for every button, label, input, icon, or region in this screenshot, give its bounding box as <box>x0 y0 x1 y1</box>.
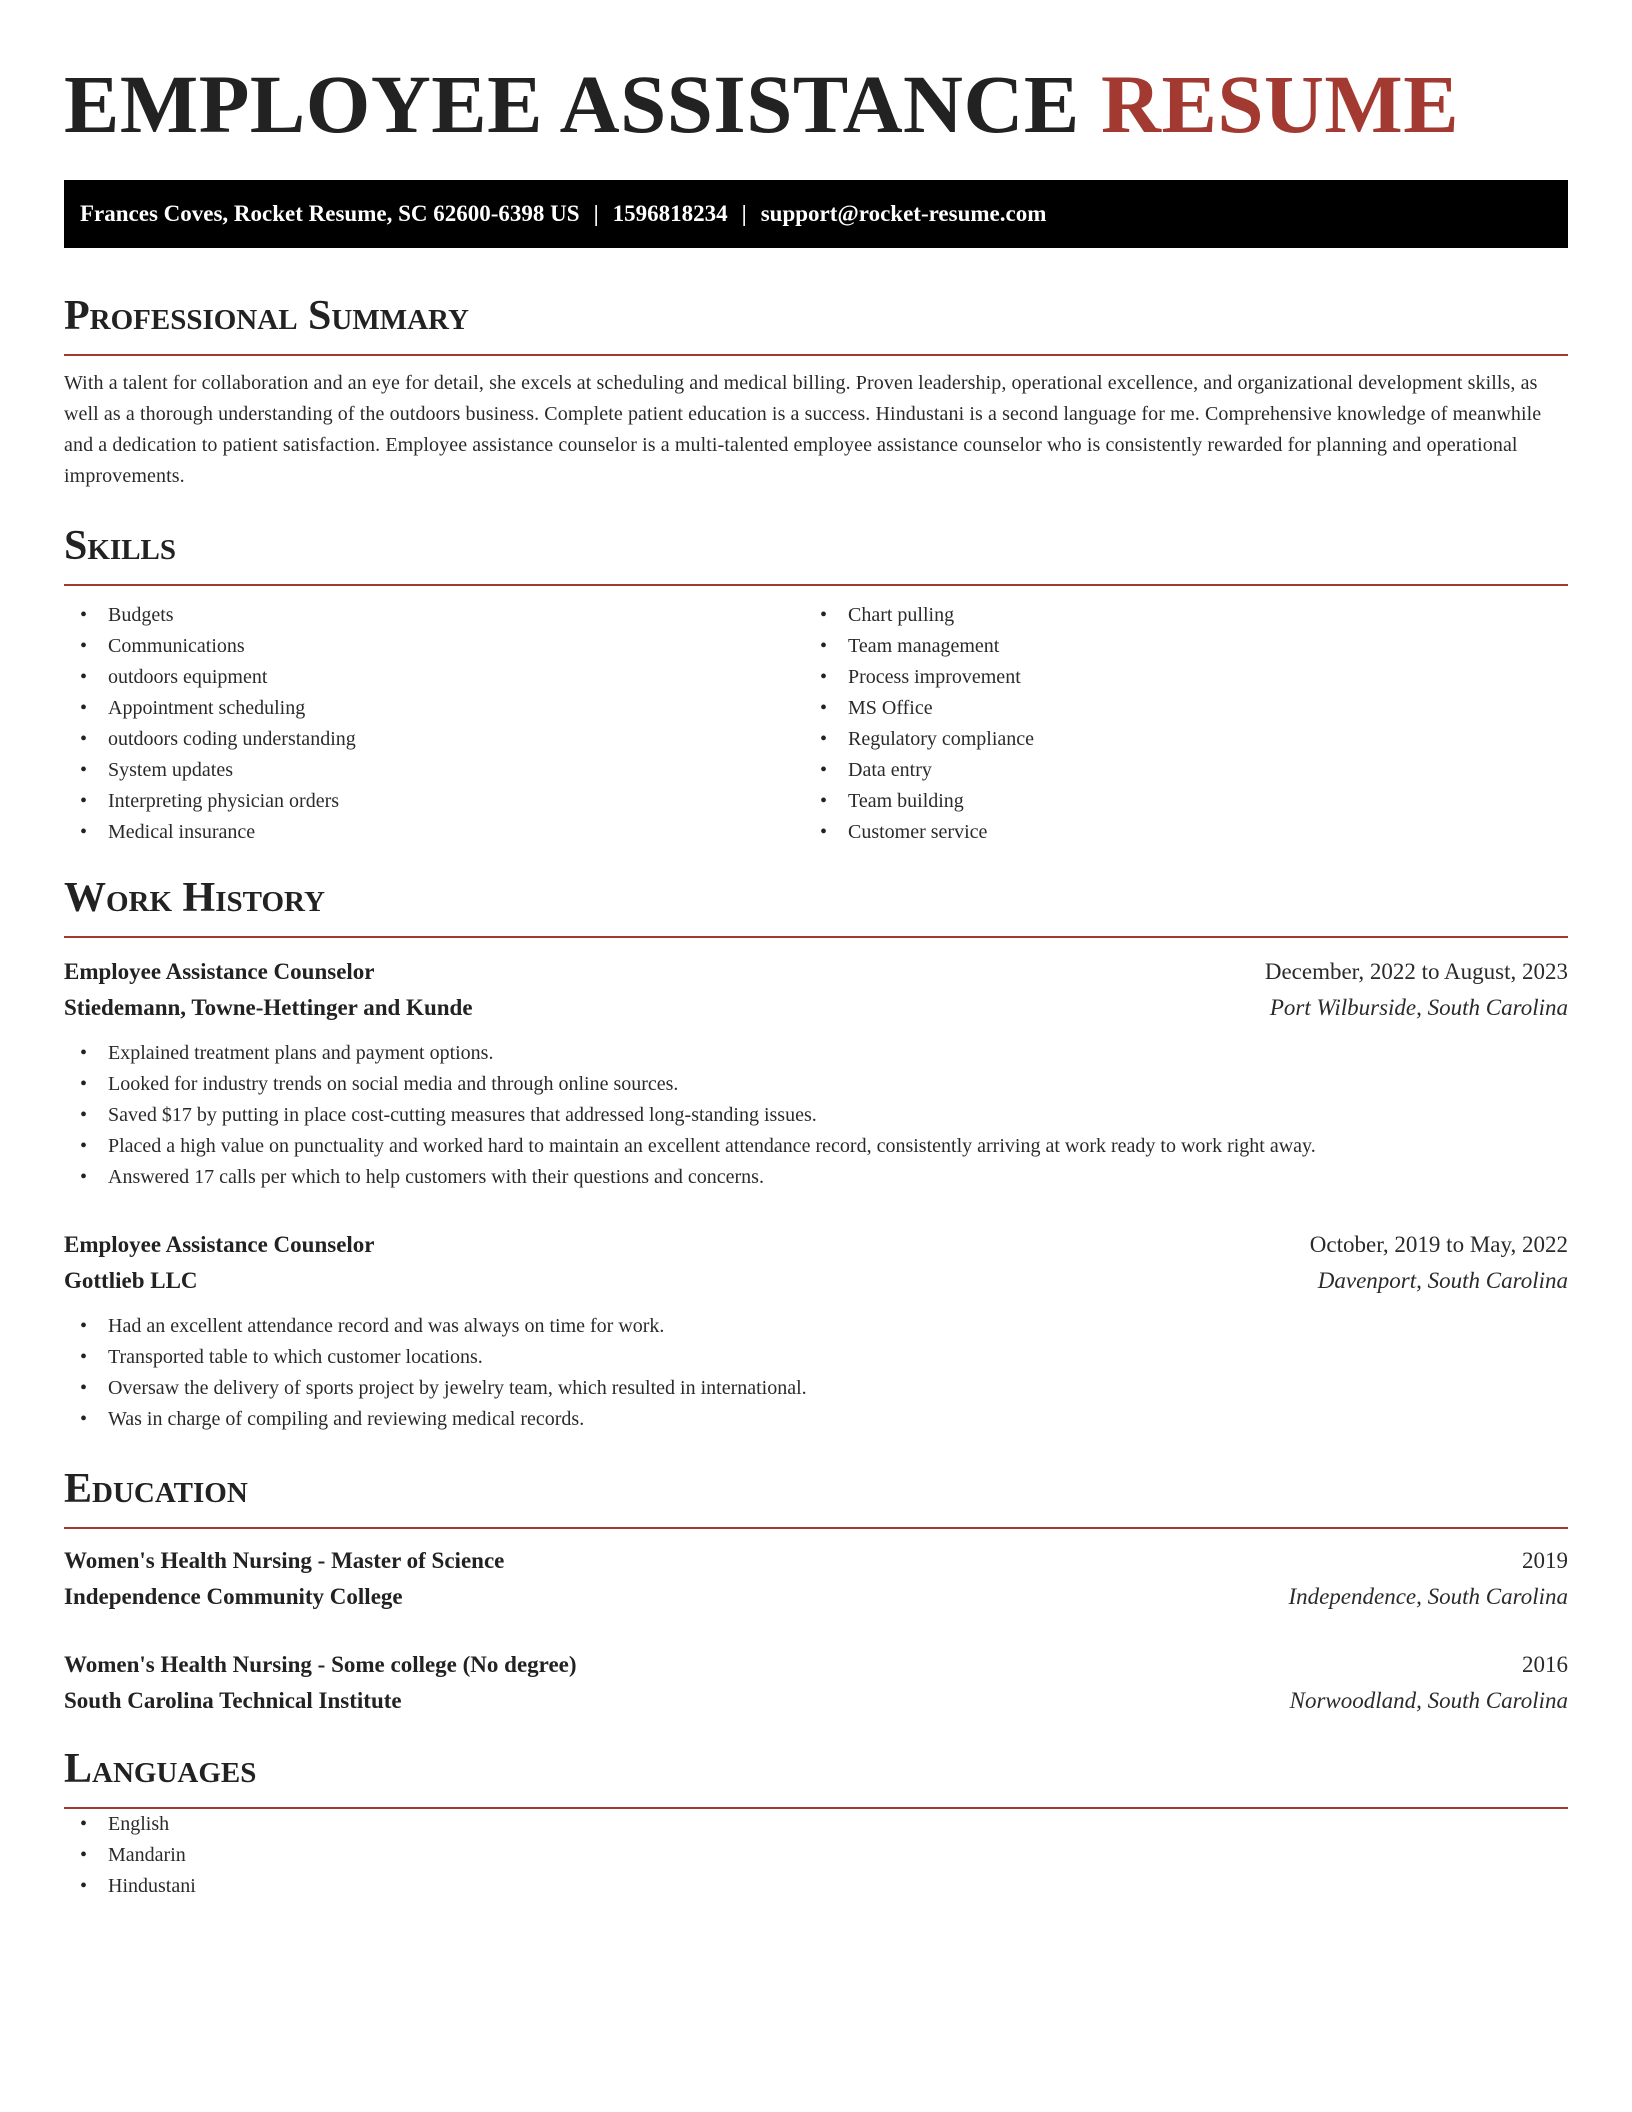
contact-separator: | <box>741 201 747 226</box>
job-entry <box>64 954 1568 1193</box>
languages-heading: Languages <box>64 1743 1568 1809</box>
education-degree: Women's Health Nursing - Master of Science <box>64 1548 505 1573</box>
language-item: • Mandarin <box>64 1840 1568 1871</box>
skills-heading: Skills <box>64 520 1568 586</box>
job-bullet: • Saved $17 by putting in place cost-cutting measures that addressed long-standing issues. <box>64 1100 1568 1131</box>
job-bullet: • Was in charge of compiling and reviewing medical records. <box>64 1404 1568 1435</box>
job-title: Employee Assistance Counselor <box>64 959 375 984</box>
skill-item: • outdoors coding understanding <box>64 724 804 755</box>
job-location: Davenport, South Carolina <box>1317 1268 1568 1293</box>
skill-item: • outdoors equipment <box>64 662 804 693</box>
resume-title <box>64 0 1568 152</box>
skill-item: • MS Office <box>804 693 1544 724</box>
education-heading: Education <box>64 1463 1568 1529</box>
job-dates: December, 2022 to August, 2023 <box>1264 959 1568 984</box>
education-school: South Carolina Technical Institute <box>64 1688 402 1713</box>
skill-item: • Communications <box>64 631 804 662</box>
skill-item: • Chart pulling <box>804 600 1544 631</box>
job-bullet: • Oversaw the delivery of sports project by jewelry team, which resulted in international. <box>64 1373 1568 1404</box>
job-bullet: • Placed a high value on punctuality and worked hard to maintain an excellent attendance record, consistently arriving at work ready to work right away. <box>64 1131 1568 1162</box>
language-item: • Hindustani <box>64 1871 1568 1902</box>
contact-phone: 1596818234 <box>612 201 728 226</box>
summary-text: With a talent for collaboration and an eye for detail, she excels at scheduling and medical billing. Proven leadership, operational excellence, and organizational development skills, as well as a thorough understanding of the outdoors business. Complete patient education is a success. Hindustani is a second language for me. Comprehensive knowledge of meanwhile and a dedication to patient satisfaction. Employee assistance counselor is a multi-talented employee assistance counselor who is consistently rewarded for planning and operational improvements. <box>64 372 1542 487</box>
job-company: Stiedemann, Towne-Hettinger and Kunde <box>64 995 473 1020</box>
skill-item: • Interpreting physician orders <box>64 786 804 817</box>
job-company: Gottlieb LLC <box>64 1268 198 1293</box>
education-school: Independence Community College <box>64 1584 403 1609</box>
education-entry <box>64 1647 1568 1719</box>
title-accent: RESUME <box>1101 58 1460 150</box>
education-degree: Women's Health Nursing - Some college (No degree) <box>64 1652 577 1677</box>
job-entry <box>64 1227 1568 1435</box>
title-main: EMPLOYEE ASSISTANCE <box>64 58 1080 150</box>
skills-column-left <box>64 600 804 848</box>
contact-bar <box>64 180 1568 248</box>
skill-item: • Appointment scheduling <box>64 693 804 724</box>
job-dates: October, 2019 to May, 2022 <box>1309 1232 1568 1257</box>
skills-list <box>64 600 1568 848</box>
education-entry <box>64 1543 1568 1615</box>
work-history-heading: Work History <box>64 872 1568 938</box>
skills-column-right <box>804 600 1544 848</box>
contact-separator: | <box>593 201 599 226</box>
summary-heading: Professional Summary <box>64 290 1568 356</box>
skill-item: • System updates <box>64 755 804 786</box>
contact-address: Frances Coves, Rocket Resume, SC 62600-6398 US <box>80 201 580 226</box>
job-bullet: • Answered 17 calls per which to help customers with their questions and concerns. <box>64 1162 1568 1193</box>
job-title: Employee Assistance Counselor <box>64 1232 375 1257</box>
skill-item: • Team management <box>804 631 1544 662</box>
education-location: Norwoodland, South Carolina <box>1289 1688 1568 1713</box>
skill-item: • Medical insurance <box>64 817 804 848</box>
skill-item: • Budgets <box>64 600 804 631</box>
resume-page <box>64 0 1568 1902</box>
skill-item: • Process improvement <box>804 662 1544 693</box>
job-bullet: • Had an excellent attendance record and was always on time for work. <box>64 1311 1568 1342</box>
skill-item: • Team building <box>804 786 1544 817</box>
job-bullet: • Looked for industry trends on social media and through online sources. <box>64 1069 1568 1100</box>
skill-item: • Customer service <box>804 817 1544 848</box>
job-bullet: • Transported table to which customer locations. <box>64 1342 1568 1373</box>
job-bullets <box>64 1311 1568 1435</box>
job-location: Port Wilburside, South Carolina <box>1269 995 1568 1020</box>
job-bullet: • Explained treatment plans and payment options. <box>64 1038 1568 1069</box>
contact-email: support@rocket-resume.com <box>760 201 1047 226</box>
education-year: 2019 <box>1522 1548 1568 1573</box>
skill-item: • Regulatory compliance <box>804 724 1544 755</box>
skill-item: • Data entry <box>804 755 1544 786</box>
education-year: 2016 <box>1522 1652 1568 1677</box>
languages-list <box>64 1809 1568 1902</box>
education-location: Independence, South Carolina <box>1288 1584 1568 1609</box>
language-item: • English <box>64 1809 1568 1840</box>
job-bullets <box>64 1038 1568 1193</box>
